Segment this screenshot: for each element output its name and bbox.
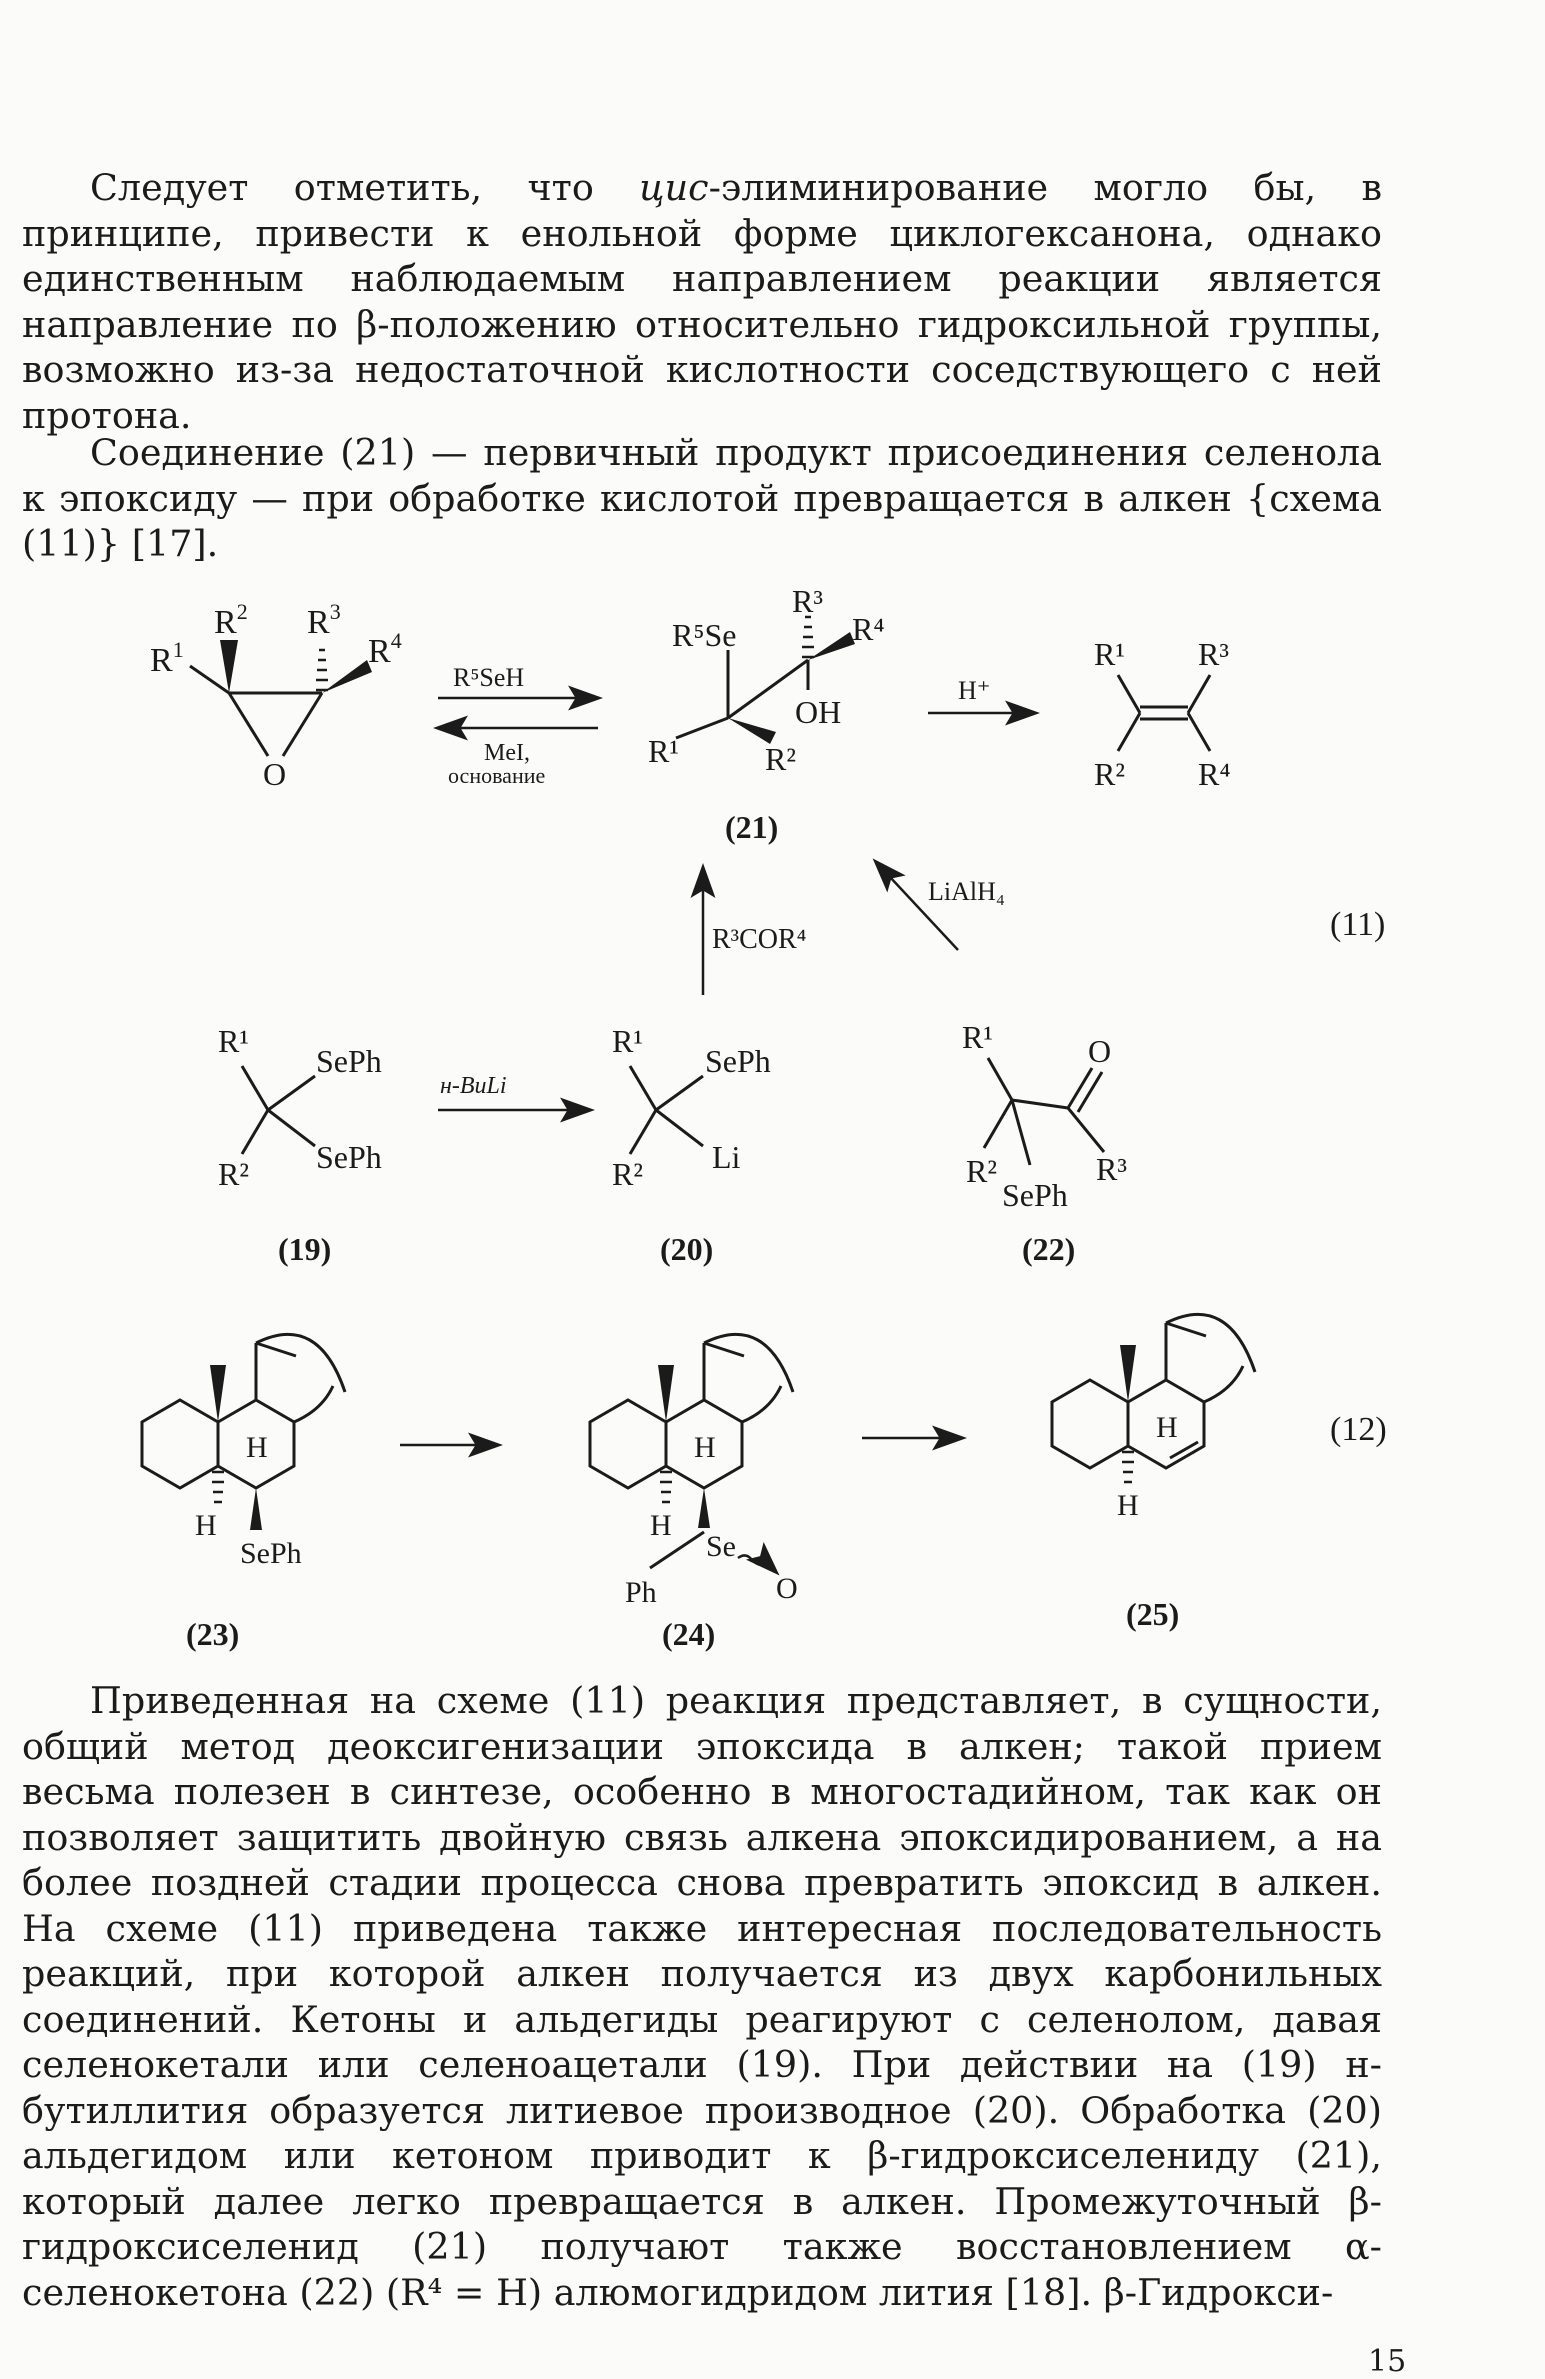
compound-21-r1: R¹ [648, 733, 679, 769]
compound-19-seph-2: SePh [316, 1139, 382, 1175]
scheme-12-label: (12) [1330, 1411, 1387, 1448]
compound-19-r1: R¹ [218, 1023, 249, 1059]
compound-25 [1052, 1314, 1255, 1632]
compound-19-seph-1: SePh [316, 1043, 382, 1079]
alkene-structure [1094, 636, 1231, 792]
compound-21-se: R⁵Se [672, 617, 737, 653]
reagent-r5seh: R⁵SeH [453, 663, 525, 692]
compound-23-seph: SePh [240, 1537, 302, 1570]
compound-19-label: (19) [278, 1231, 332, 1267]
equilibrium-arrows [438, 663, 598, 788]
epoxide-structure [150, 599, 402, 792]
compound-22-seph: SePh [1002, 1177, 1068, 1213]
compound-22-r1: R¹ [962, 1019, 993, 1055]
epoxide-r4: $R^4$ [368, 628, 402, 670]
compound-24-h-bottom: H [650, 1509, 672, 1542]
alkene-r3: R³ [1198, 636, 1229, 672]
alkene-r1: R¹ [1094, 636, 1125, 672]
compound-25-label: (25) [1126, 1596, 1180, 1632]
paragraph-3: Приведенная на схеме (11) реакция представляет, в сущности, общий метод деоксигенизации эпоксида в алкен; такой прием весьма полезен в синтезе, особенно в многостадийном, так как он позволяет защитить двойную связь алкена эпоксидированием, а на более поздней стадии процесса снова превратить эпоксид в алкен. На схеме (11) приведена также интересная последовательность реакций, при которой алкен получается из двух карбонильных соединений. Кетоны и альдегиды реагируют с селенолом, давая селенокетали или селеноацетали (19). При действии на (19) н-бутиллития образуется литиевое производное (20). Обработка (20) альдегидом или кетоном приводит к β-гидроксиселениду (21), который далее легко превращается в алкен. Промежуточный β-гидроксиселенид (21) получают также восстановлением α-селенокетона (22) (R⁴ = H) алюмогидридом лития [18]. β-Гидрокси- [22, 1679, 1382, 2314]
page-number: 15 [1368, 2344, 1407, 2379]
compound-20-r2: R² [612, 1156, 643, 1192]
compound-20-li: Li [712, 1139, 741, 1175]
compound-21 [648, 583, 885, 845]
compound-21-label: (21) [725, 809, 779, 845]
diagonal-arrow [876, 862, 958, 950]
compound-22 [962, 1019, 1127, 1267]
compound-19 [218, 1023, 382, 1267]
epoxide-r1: $R^1$ [150, 637, 184, 679]
compound-21-r3: R³ [792, 583, 823, 619]
compound-19-r2: R² [218, 1156, 249, 1192]
reagent-base: основание [448, 763, 546, 788]
epoxide-r3: $R^3$ [307, 599, 341, 641]
epoxide-r2: $R^2$ [214, 599, 248, 641]
buli-reagent: н-BuLi [440, 1073, 507, 1099]
compound-22-r2: R² [966, 1153, 997, 1189]
compound-22-r3: R³ [1096, 1151, 1127, 1187]
compound-25-h-ring: H [1156, 1411, 1178, 1444]
scheme-11-label: (11) [1330, 906, 1386, 943]
paragraph-1: Следует отметить, что цис-элиминирование могло бы, в принципе, привести к енольной форме циклогексанона, однако единственным наблюдаемым направлением реакции является направление по β-положению относительно гидроксильной группы, возможно из-за недостаточной кислотности соседствующего с ней протона. [22, 166, 1382, 437]
compound-20-seph: SePh [705, 1043, 771, 1079]
epoxide-oxygen: O [263, 756, 287, 792]
alkene-r2: R² [1094, 756, 1125, 792]
compound-24-se: Se [706, 1530, 736, 1563]
compound-20-label: (20) [660, 1231, 714, 1267]
compound-21-oh: OH [795, 694, 842, 730]
compound-25-h-bottom: H [1117, 1489, 1139, 1522]
compound-23-h-bottom: H [195, 1509, 217, 1542]
compound-24-label: (24) [662, 1616, 716, 1652]
compound-23-h-ring: H [246, 1431, 268, 1464]
compound-23-label: (23) [186, 1616, 240, 1652]
compound-20-r1: R¹ [612, 1023, 643, 1059]
compound-21-r4: R⁴ [852, 611, 885, 647]
reagent-mei: MeI, [484, 740, 530, 766]
compound-22-label: (22) [1022, 1231, 1076, 1267]
compound-24-ph: Ph [625, 1576, 657, 1609]
diag-reagent: LiAlH₄ [928, 877, 1005, 906]
compound-22-oxygen: O [1088, 1033, 1112, 1069]
compound-21-r2: R² [765, 741, 796, 777]
acid-reagent: H⁺ [958, 676, 991, 705]
compound-20 [612, 1023, 771, 1267]
compound-23 [142, 1334, 345, 1652]
up-reagent: R³COR⁴ [712, 924, 807, 955]
compound-24-h-ring: H [694, 1431, 716, 1464]
compound-24 [590, 1334, 798, 1652]
paragraph-2: Соединение (21) — первичный продукт присоединения селенола к эпоксиду — при обработке кислотой превращается в алкен {схема (11)} [17]. [22, 431, 1382, 565]
compound-24-oxygen: O [776, 1572, 798, 1605]
alkene-r4: R⁴ [1198, 756, 1231, 792]
